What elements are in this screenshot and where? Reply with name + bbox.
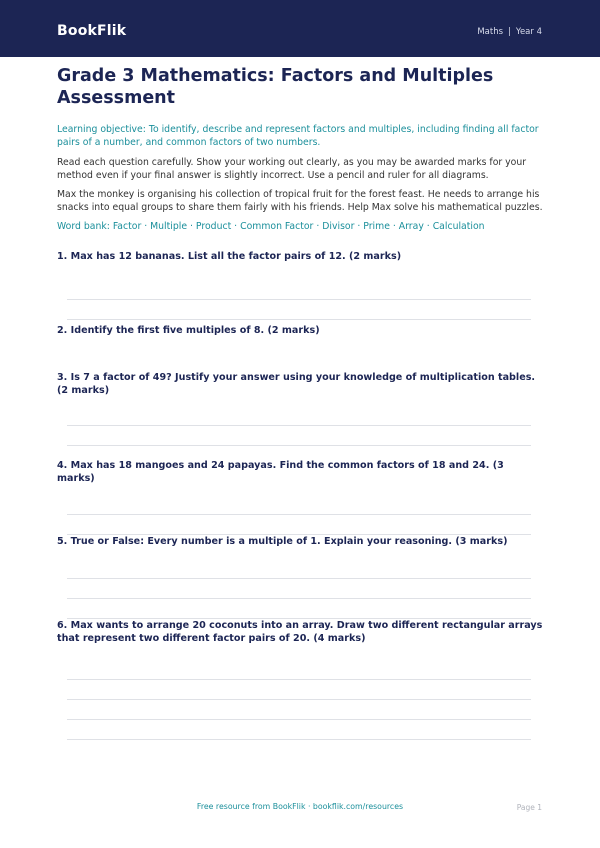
question-3 xyxy=(57,371,543,446)
question-text: 2. Identify the first five multiples of 8. (2 marks) xyxy=(57,324,320,336)
answer-line[interactable] xyxy=(67,514,531,515)
page-title: Grade 3 Mathematics: Factors and Multiples Assessment xyxy=(57,66,494,108)
footer-source: Free resource from BookFlik · bookflik.com/resources xyxy=(196,802,404,811)
answer-line[interactable] xyxy=(67,699,531,700)
answer-line[interactable] xyxy=(67,578,531,579)
question-text: 1. Max has 12 bananas. List all the factor pairs of 12. (2 marks) xyxy=(57,250,402,262)
answer-line[interactable] xyxy=(67,739,531,740)
answer-line[interactable] xyxy=(67,598,531,599)
subject-year-label xyxy=(477,27,542,37)
question-text: 5. True or False: Every number is a multiple of 1. Explain your reasoning. (3 marks) xyxy=(57,535,508,547)
question-text: 3. Is 7 a factor of 49? Justify your answer using your knowledge of multiplication tables. (2 marks) xyxy=(57,371,536,396)
brand-logo-text: BookFlik xyxy=(57,23,127,39)
question-2 xyxy=(57,324,543,337)
word-bank: Word bank: Factor · Multiple · Product · Common Factor · Divisor · Prime · Array · Calculation xyxy=(57,221,485,232)
subject-label: Maths xyxy=(477,27,504,37)
answer-line[interactable] xyxy=(67,319,531,320)
instructions-paragraph: Read each question carefully. Show your working out clearly, as you may be awarded marks for your method even if your final answer is slightly incorrect. Use a pencil and ruler for all diagrams. xyxy=(57,157,527,181)
question-6 xyxy=(57,619,543,740)
answer-line[interactable] xyxy=(67,719,531,720)
year-label: Year 4 xyxy=(515,27,542,37)
question-4 xyxy=(57,459,543,535)
question-5 xyxy=(57,535,543,619)
answer-line[interactable] xyxy=(67,299,531,300)
top-banner xyxy=(0,0,600,57)
question-text: 6. Max wants to arrange 20 coconuts into an array. Draw two different rectangular arrays that represent two different factor pairs of 20. (4 marks) xyxy=(57,619,543,644)
separator: | xyxy=(508,27,511,37)
question-text: 4. Max has 18 mangoes and 24 papayas. Find the common factors of 18 and 24. (3 marks) xyxy=(57,459,504,484)
story-paragraph: Max the monkey is organising his collection of tropical fruit for the forest feast. He needs to arrange his snacks into equal groups to share them fairly with his friends. Help Max solve his mathematical puzzles. xyxy=(57,189,543,213)
learning-objective: Learning objective: To identify, describe and represent factors and multiples, including finding all factor pairs of a number, and common factors of two numbers. xyxy=(57,124,539,148)
page-number: Page 1 xyxy=(516,803,542,812)
answer-line[interactable] xyxy=(67,679,531,680)
question-1 xyxy=(57,250,543,320)
answer-line[interactable] xyxy=(67,425,531,426)
answer-line[interactable] xyxy=(67,445,531,446)
worksheet-content xyxy=(57,65,543,740)
